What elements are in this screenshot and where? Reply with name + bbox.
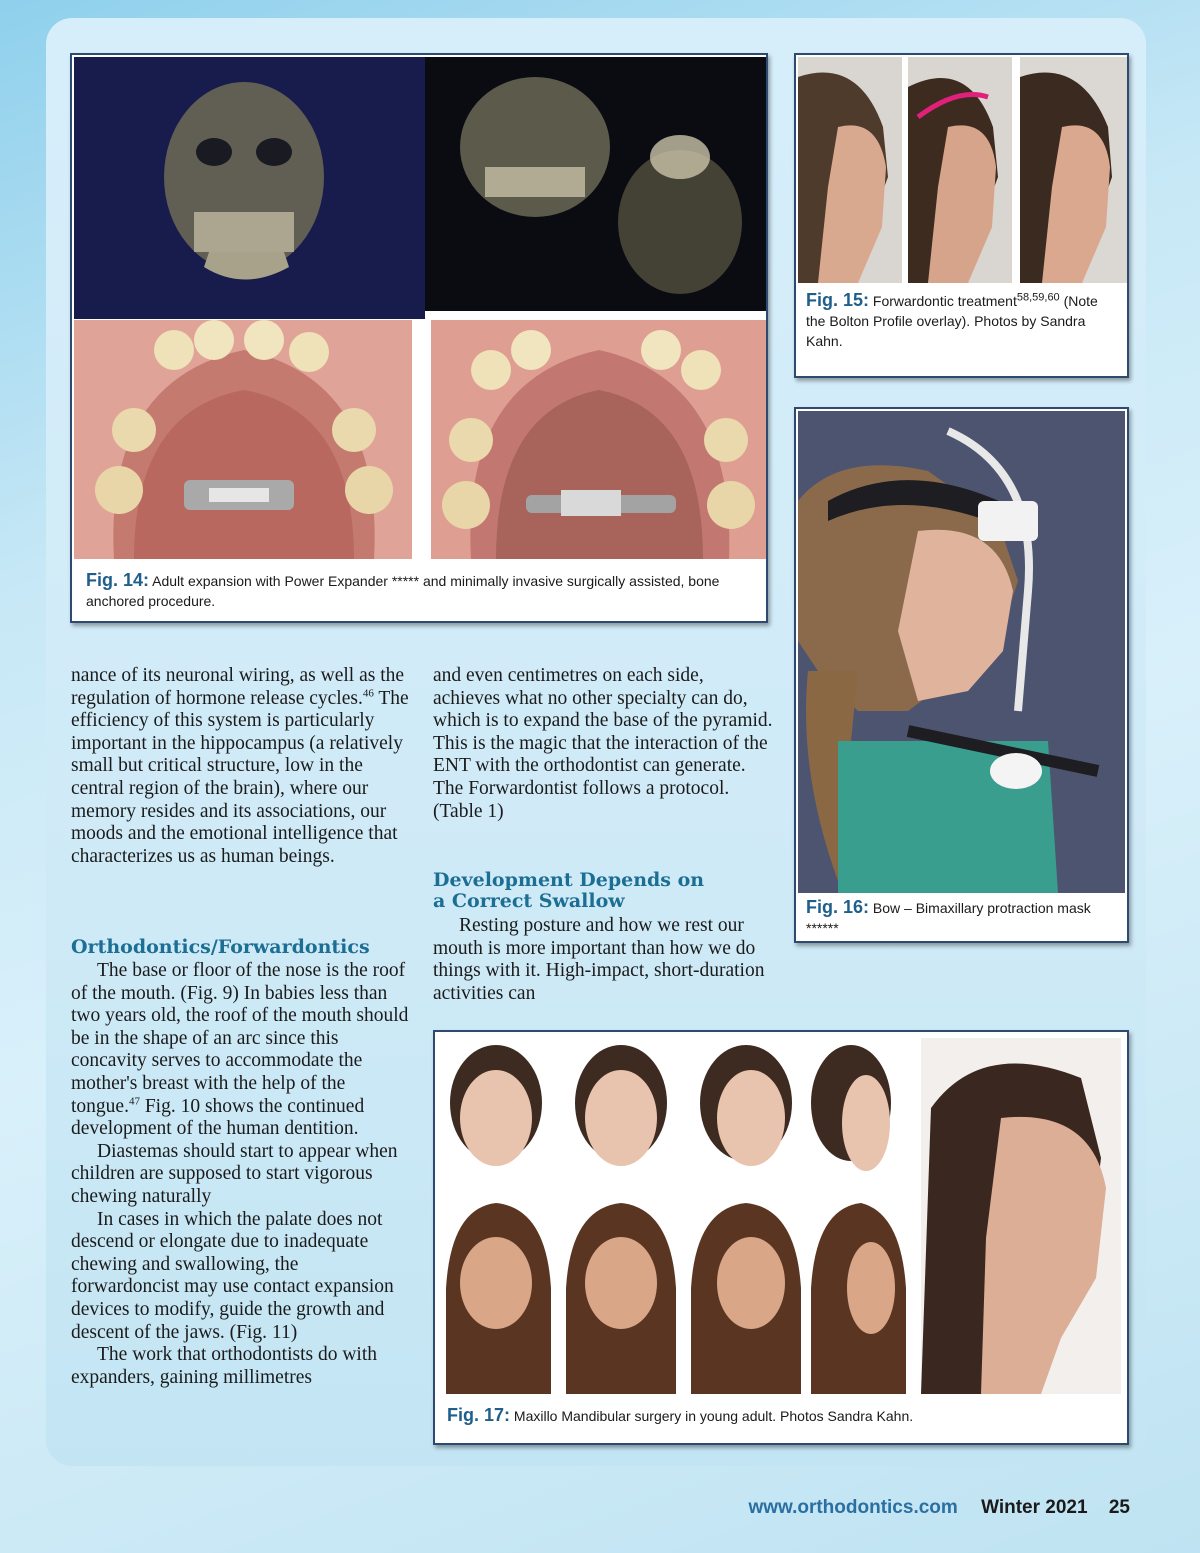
figure-16 — [794, 407, 1129, 943]
protraction-mask-photo — [798, 411, 1125, 893]
profile-photo-1 — [798, 57, 902, 283]
col2-paragraph-1: and even centimetres on each side, achieves what no other specialty can do, which is to expand the base of the pyramid. This is the magic that the interaction of the ENT with the orthodontist can generate. The Forwardontist follows a protocol. (Table 1) — [433, 665, 773, 822]
figure-15-text2: (Note the Bolton Profile overlay). Photos by Sandra Kahn. — [806, 293, 1098, 349]
figure-15-label: Fig. 15: — [806, 290, 870, 310]
col1-p2-text-a: The base or floor of the nose is the roof of the mouth. (Fig. 9) In babies less than two years old, the roof of the mouth should be in the shape of an arc since this concavity serves to accommodate the mother's breast with the help of the tongue. — [71, 960, 409, 1117]
col1-p2-text-b: Fig. 10 shows the continued development of the human dentition. — [71, 1095, 365, 1140]
col1-p1-text-b: The efficiency of this system is particularly important in the hippocampus (a relatively small but critical structure, low in the central region of the brain), where our memory resides and its associations, our moods and the emotional intelligence that characterizes us as human beings. — [71, 687, 409, 867]
col1-paragraph-1 — [71, 665, 409, 868]
figure-14-label: Fig. 14: — [86, 570, 150, 590]
figure-17 — [433, 1030, 1129, 1445]
cbct-scan-skull-front — [74, 57, 425, 319]
figure-14 — [70, 53, 768, 623]
palate-photo-after — [431, 320, 766, 559]
col1-p1-text-a: nance of its neuronal wiring, as well as the regulation of hormone release cycles. — [71, 665, 405, 709]
figure-15-caption — [806, 290, 1121, 351]
heading-development-line-2: a Correct Swallow — [433, 890, 625, 912]
figure-15-text: Forwardontic treatment — [872, 293, 1017, 309]
col1-p2-ref: 47 — [128, 1095, 140, 1108]
text-column-1b — [71, 960, 409, 1389]
footer-url[interactable]: www.orthodontics.com — [748, 1497, 958, 1518]
text-column-2b — [433, 915, 773, 1005]
text-column-1 — [71, 665, 409, 868]
page-number: 25 — [1108, 1497, 1130, 1518]
heading-development-line-1: Development Depends on — [433, 869, 705, 891]
col2-paragraph-2: Resting posture and how we rest our mouth is more important than how we do things with it. High-impact, short-duration activities can — [433, 915, 765, 1004]
figure-16-text: Bow – Bimaxillary protraction mask ****** — [806, 900, 1091, 936]
profile-photo-2 — [908, 57, 1012, 283]
figure-14-text: Adult expansion with Power Expander ***** and minimally invasive surgically assisted, bone anchored procedure. — [86, 573, 720, 609]
figure-15 — [794, 53, 1129, 378]
col1-paragraph-2 — [71, 960, 409, 1141]
text-column-2 — [433, 665, 773, 823]
figure-16-label: Fig. 16: — [806, 897, 870, 917]
figure-14-caption — [86, 570, 756, 611]
palate-photo-before — [74, 320, 412, 559]
figure-17-label: Fig. 17: — [447, 1405, 511, 1425]
figure-17-caption — [447, 1405, 1117, 1426]
figure-15-refs: 58,59,60 — [1016, 291, 1060, 304]
heading-orthodontics: Orthodontics/Forwardontics — [71, 936, 370, 958]
cbct-scan-skull-post — [425, 57, 766, 311]
col1-paragraph-3: Diastemas should start to appear when children are supposed to start vigorous chewing naturally — [71, 1140, 398, 1207]
col1-paragraph-5: The work that orthodontists do with expanders, gaining millimetres — [71, 1344, 378, 1388]
footer-issue: Winter 2021 — [981, 1497, 1088, 1518]
heading-development — [433, 870, 773, 912]
col1-p1-ref: 46 — [362, 687, 374, 700]
surgery-photo-grid — [441, 1038, 1121, 1394]
col1-paragraph-4: In cases in which the palate does not descend or elongate due to inadequate chewing and swallowing, the forwardoncist may use contact expansion devices to modify, guide the growth and descent of the jaws. (Fig. 11) — [71, 1208, 394, 1343]
page-footer — [748, 1497, 1130, 1519]
profile-photo-3 — [1020, 57, 1127, 283]
figure-17-text: Maxillo Mandibular surgery in young adult. Photos Sandra Kahn. — [513, 1408, 914, 1424]
figure-16-caption — [806, 897, 1116, 938]
